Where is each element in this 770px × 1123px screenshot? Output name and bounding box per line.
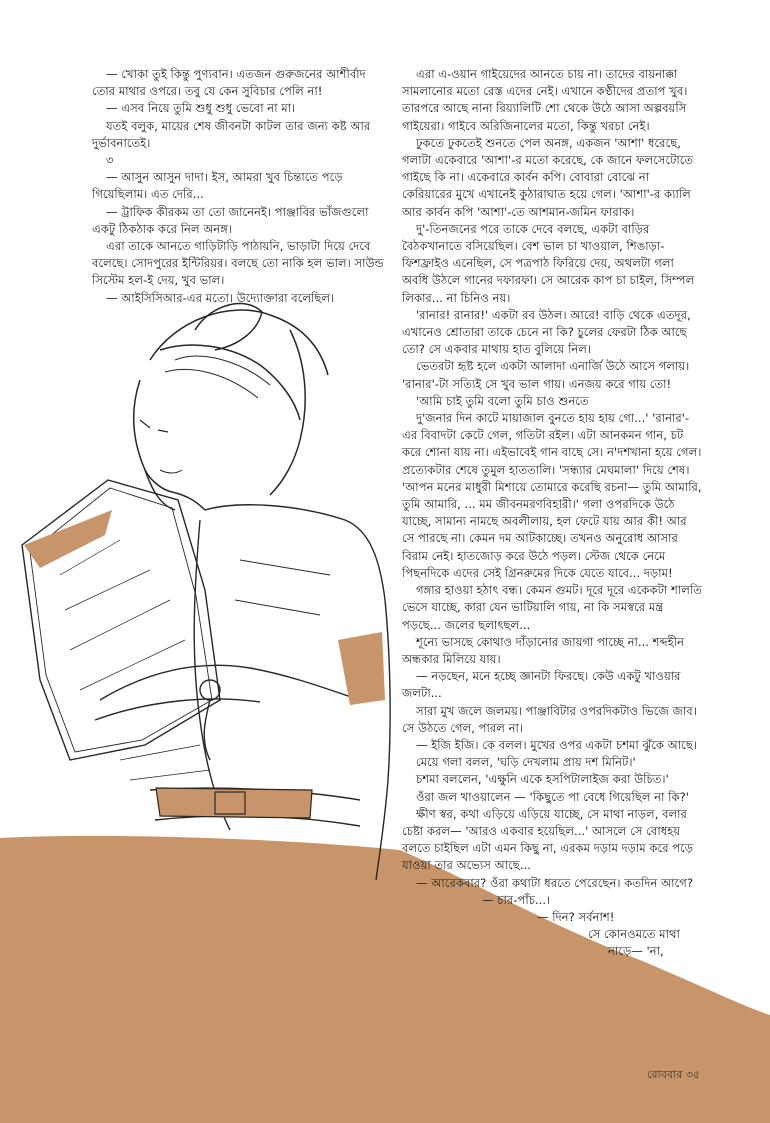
paragraph: ঢুকতে ঢুকতেই শুনতে পেল অনঙ্গ, একজন 'আশা' ধরেছে, গলাটা একেবারে 'আশা'-র মতো করেছে, কে জানে ফলসেটোতে গাইছে কি না। একেবারে কার্বন কপি। বোবারা বোঝে না কেরিয়ারের মুখে এখানেই কুঠারাঘাত হয়ে গেল। 'আশা'-র ক্যালি আর কার্বন কপি 'আশা'-তে আশমান-জমিন ফারাক। — [402, 135, 694, 219]
paragraph: — নড়ছেন, মনে হচ্ছে জ্ঞানটা ফিরছে। কেউ একটু খাওয়ার জলটা... — [402, 669, 681, 701]
paragraph: দু'জনার দিন কাটে মায়াজাল বুনতে হায় হায় গো...' 'রানার'-এর বিবাদটা কেটে গেল, গতিটা রইল। এটা আনকমন গান, চট করে শোনা যায় না। এইভাবেই গান বাছে সে। ন'দশখানা হয়ে গেল। প্রত্যেকটার শেষে তুমুল হাততালি। 'সন্ধ্যার মেঘমালা' দিয়ে শেষ। 'আপন মনের মাধুরী মিশায়ে তোমারে করেছি রচনা— তুমি আমারি, তুমি আমারি, ... মম জীবনমরণবিহারী।' গলা ওপরদিকে উঠে যাচ্ছে, সামান্য নামছে অবলীলায়, হল ফেটে যায় আর কী! আর সে পারছে না। কেমন দম আটকাচ্ছে। তখনও অনুরোধ আসার বিরাম নেই। হাতজোড় করে উঠে পড়ল। স্টেজ থেকে নেমে পিছনদিকে এদের সেই গ্রিনরুমের দিকে যেতে যাবে... দড়াম! — [402, 411, 702, 580]
paragraph: 'রানার! রানার!' একটা রব উঠল। আরে! বাড়ি থেকে এতদূর, এখানেও শ্রোতারা তাকে চেনে না কি? চুলের ফেরটা ঠিক আছে তো? সে একবার মাথায় হাত বুলিয়ে নিল। — [402, 307, 691, 357]
paragraph: যতই বলুক, মায়ের শেষ জীবনটা কাটল তার জন্য কষ্ট আর দুর্ভাবনাতেই। — [92, 118, 371, 150]
nurse-uniform-sketch — [95, 505, 390, 880]
nurse-head-sketch — [134, 304, 328, 510]
dialogue-line: সে কোনওমতে মাথা — [588, 927, 680, 942]
paragraph: — আসুন আসুন দাদা। ইস, আমরা খুব চিন্তাতে পড়ে গিয়েছিলাম। এত দেরি... — [92, 170, 343, 202]
paragraph: — খোকা তুই কিন্তু পুণ্যবান। এতজন গুরুজনের আশীর্বাদ তোর মাথার ওপরে। তবু যে কেন সুবিচার পেলি না! — [92, 67, 366, 99]
paragraph: ওঁরা জল খাওয়ালেন — 'কিছুতে পা বেধে গিয়েছিল না কি?' — [416, 789, 689, 804]
dialogue-line: — দিন? সর্বনাশ! — [537, 909, 615, 924]
paragraph: সারা মুখ জলে জলময়। পাঞ্জাবিটার ওপরদিকটাও ভিজে জাব। সে উঠতে গেল, পারল না। — [402, 703, 697, 735]
paragraph: চশমা বললেন, 'এক্ষুনি একে হসপিটালাইজ করা উচিত।' — [416, 772, 669, 787]
paragraph: দু'-তিনজনের পরে তাকে দেবে বলছে, একটা বাড়ির বৈঠকখানাতে বসিয়েছিল। বেশ ভাল চা খাওয়াল, শিঙাড়া-ফিশফ্রাইও এনেছিল, সে পত্রপাঠ ফিরিয়ে দেয়, অথলটা গলা অবধি উঠলে গানের দফারফা। সে আরেক কাপ চা চাইল, সিম্পল লিকার... না চিনিও নয়। — [402, 221, 695, 305]
clipboard-sketch — [22, 480, 220, 760]
paragraph: — ট্রাফিক কীরকম তা তো জানেনই। পাঞ্জাবির ভাঁজগুলো একটু ঠিকঠাক করে নিল অনঙ্গ। — [92, 204, 369, 236]
paragraph: — ইজি ইজি। কে বলল। মুখের ওপর একটা চশমা ঝুঁকে আছে। — [416, 737, 698, 752]
paragraph: — এসব নিয়ে তুমি শুধু শুধু ভেবো না মা। — [106, 101, 296, 116]
sleeve-tan-accent — [338, 632, 385, 705]
section-number: ৩ — [106, 153, 114, 168]
clipboard-tan-accent — [24, 510, 112, 568]
dialogue-line: নাড়ে— 'না, — [608, 944, 664, 959]
paragraph: গঙ্গার হাওয়া হঠাৎ বন্ধ। কেমন গুমট। দূরে দূরে একেকটা শালতি ভেসে যাচ্ছে, কারা যেন ভাটিয়ালি গায়, না কি সমস্বরে মন্ত্র পড়ছে... জলের ছলাৎছল... — [402, 583, 702, 632]
paragraph: শূন্যে ভাসছে কোথাও দাঁড়ানোর জায়গা পাচ্ছে না... শব্দহীন অন্ধকার মিলিয়ে যায়। — [402, 634, 684, 666]
paragraph: — আইসিসিআর-এর মতো। উদ্যোক্তারা বলেছিল। — [106, 290, 335, 305]
song-line: 'আমি চাই তুমি বলো তুমি চাও শুনতে — [416, 393, 589, 408]
paragraph: — আরেকবার? ওঁরা কথাটা ধরতে পেরেছেন। কতদিন আগে? — [416, 875, 694, 890]
page-footer: রোববার ৩৫ — [647, 1068, 700, 1081]
paragraph: ভেতরটা হৃষ্ট হলে একটা আলাদা এনার্জি উঠে আসে গলায়। 'রানার'-টা সত্যিই সে খুব ভাল গায়। এনজয় করে গায় তো! — [402, 359, 690, 391]
right-text-column — [402, 66, 702, 961]
paragraph: এরা তাকে আনতে গাড়িটাড়ি পাঠায়নি, ভাড়াটা দিয়ে দেবে বলেছে। সোদপুরের ইন্টিরিয়র। বলছে তো নাকি হল ভাল। সাউন্ড সিস্টেম হল-ই দেয়, খুব ভাল। — [92, 239, 384, 288]
left-text-column — [92, 66, 384, 307]
paragraph: মেয়ে গলা বলল, 'ঘড়ি দেখলাম প্রায় দশ মিনিট।' — [416, 755, 636, 770]
paragraph: ক্ষীণ স্বর, কথা এড়িয়ে এড়িয়ে যাচ্ছে, সে মাথা নাড়ল, বলার চেষ্টা করল— 'আরও একবার হয়েছিল...' আসলে সে বোধহয় বলতে চাইছিল এটা এমন কিছু না, এরকম দড়াম দড়াম করে পড়ে যাওয়া তার অভ্যেস আছে... — [402, 806, 694, 873]
dialogue-line: — চার-পাঁচ...। — [482, 892, 551, 907]
paragraph: এরা এ-ওয়ান গাইয়েদের আনতে চায় না। তাদের বায়নাক্কা সামলানোর মতো রেস্ত এদের নেই। এখানে কণ্ঠীদের প্রতাপ খুব। তারপরে আছে নানা রিয়্যালিটি শো থেকে উঠে আসা অল্পবয়সি গাইয়েরা। গাইবে অরিজিনালের মতো, কিন্তু খরচা নেই। — [402, 67, 688, 133]
